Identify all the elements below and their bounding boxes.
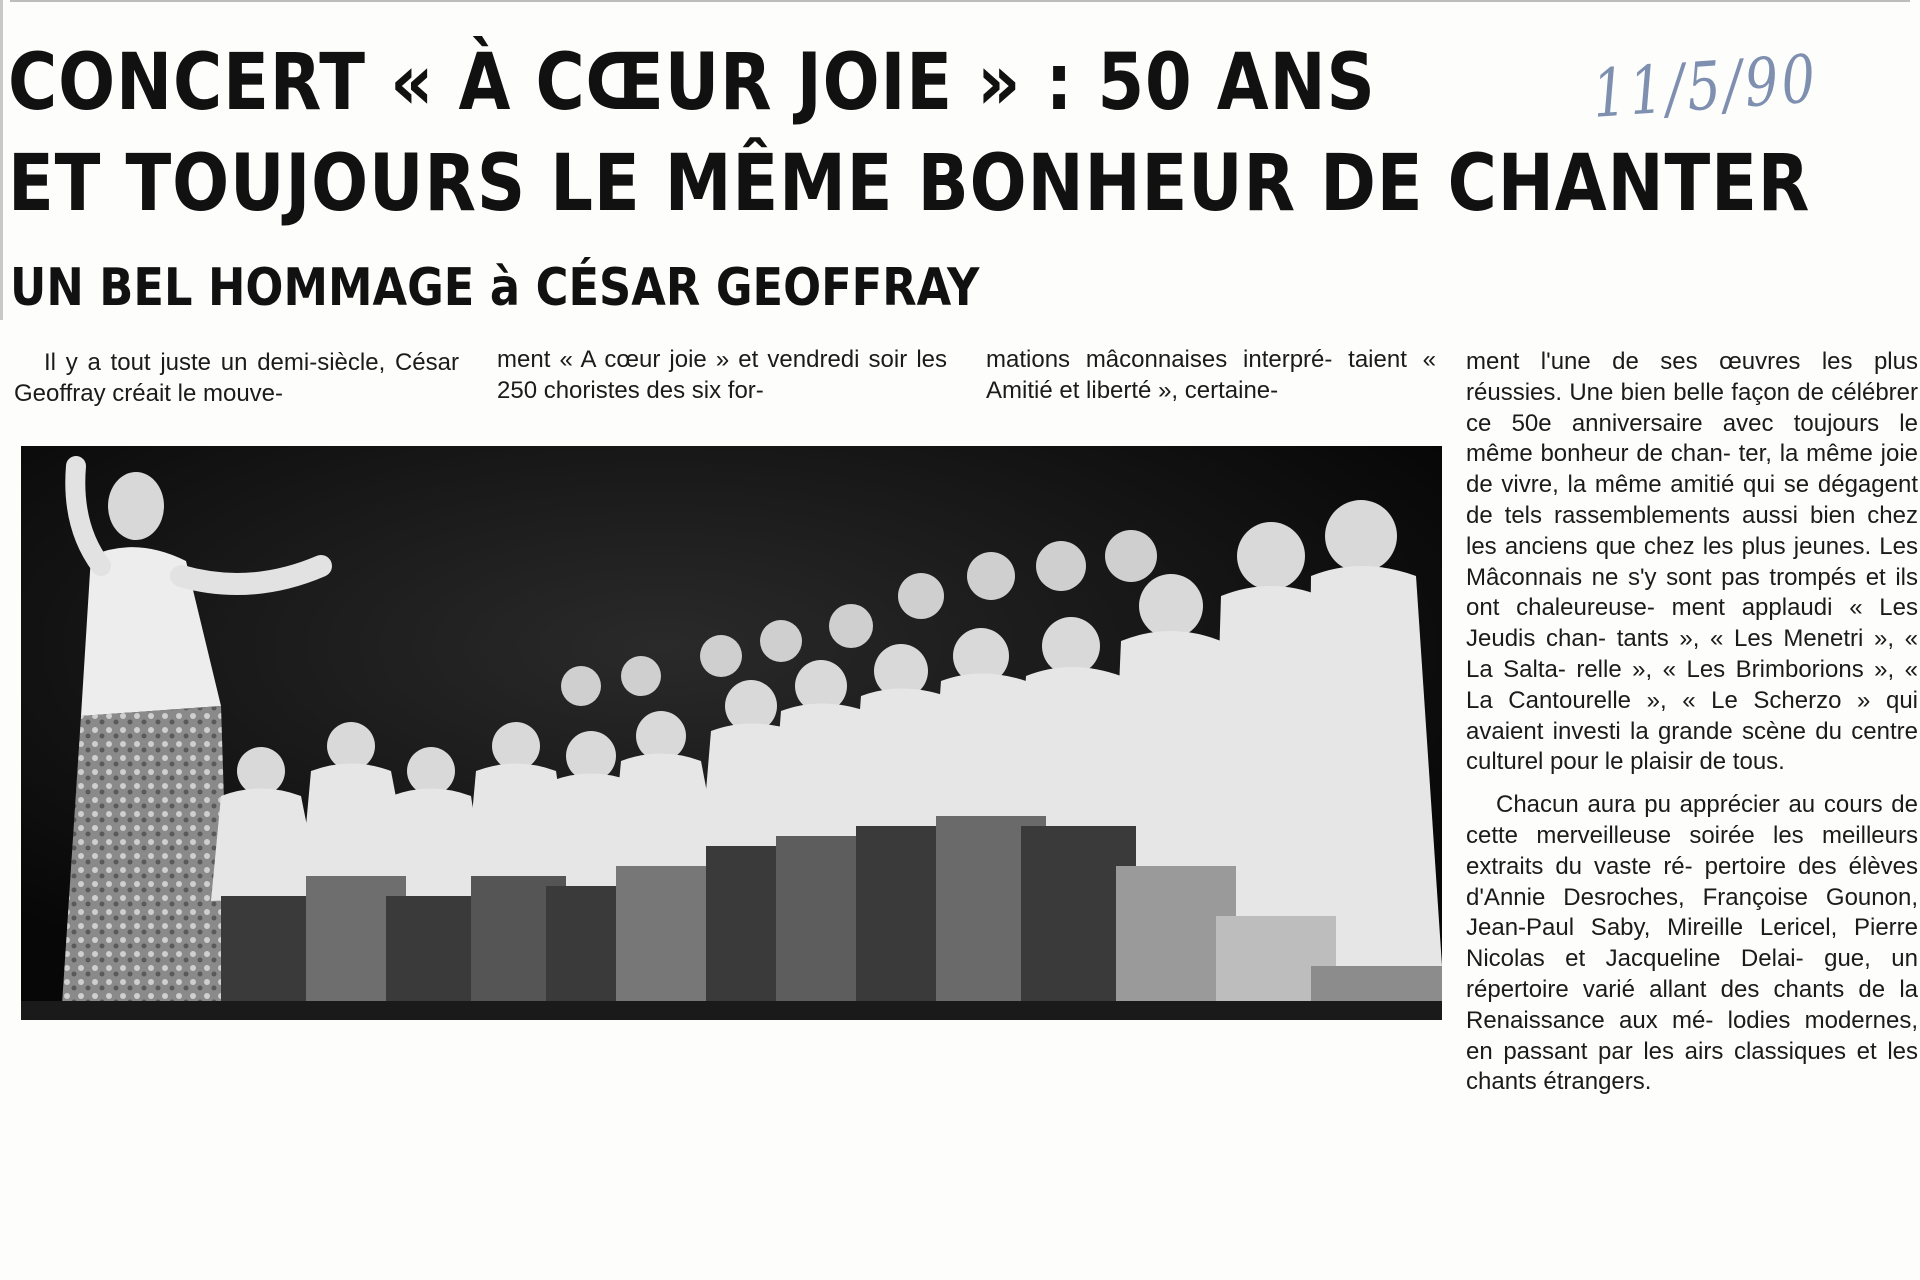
text-column-4 [1466, 347, 1918, 1098]
stage-floor [21, 1001, 1442, 1020]
subheadline: UN BEL HOMMAGE à CÉSAR GEOFFRAY [10, 258, 980, 318]
headline-line-2: ET TOUJOURS LE MÊME BONHEUR DE CHANTER [8, 139, 1811, 229]
column-4-paragraph-2: Chacun aura pu apprécier au cours de cette merveilleuse soirée les meilleurs extraits du vaste ré- pertoire des élèves d'Annie Desroches, Françoise Gounon, Jean-Paul Saby, Mireille Lericel, Pierre Nicolas et Jacqueline Delai- gue, un répertoire varié allant des chants de la Renaissance aux mé- lodies modernes, en passant par les airs classiques et les chants étrangers. [1466, 791, 1918, 1096]
text-column-2 [497, 345, 947, 407]
column-3-paragraph: mations mâconnaises interpré- taient « Amitié et liberté », certaine- [986, 346, 1436, 404]
column-2-paragraph: ment « A cœur joie » et vendredi soir les 250 choristes des six for- [497, 346, 947, 404]
choir-photo-illustration [21, 446, 1442, 1020]
column-4-paragraph-1: ment l'une de ses œuvres les plus réussies. Une bien belle façon de célébrer ce 50e anniversaire avec toujours le même bonheur de chan- ter, la même joie de vivre, la même amitié qui se dégagent de tels rassemblements aussi bien chez les anciens que chez les plus jeunes. Les Mâconnais ne s'y sont pas trompés et ils ont chaleureuse- ment applaudi « Les Jeudis chan- tants », « Les Menetri », « La Salta- relle », « Les Brimborions », « La Cantourelle », « Le Scherzo » qui avaient investi la grande scène du centre culturel pour le plaisir de tous. [1466, 348, 1918, 776]
headline-line-1: CONCERT « À CŒUR JOIE » : 50 ANS [8, 38, 1376, 128]
handwritten-date: 11/5/90 [1590, 40, 1821, 133]
text-column-1 [14, 348, 459, 410]
choir-photo [21, 446, 1442, 1020]
top-border-rule [10, 0, 1910, 2]
column-1-paragraph: Il y a tout juste un demi-siècle, César Geoffray créait le mouve- [14, 349, 459, 407]
text-column-3 [986, 345, 1436, 407]
left-border-rule [0, 0, 3, 320]
